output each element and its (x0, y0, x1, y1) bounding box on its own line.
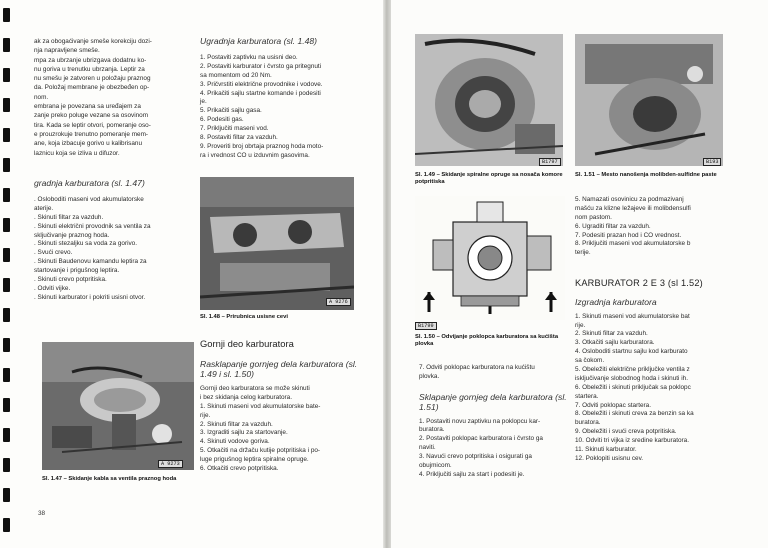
section-heading: gradnja karburatora (sl. 1.47) (34, 178, 145, 188)
figure-1-51-caption: Sl. 1.51 – Mesto nanošenja molibden-sulfidne paste (575, 172, 717, 178)
binding-hole (3, 188, 10, 202)
text-line: ak za obogaćivanje smeše korekciju dozi- (34, 38, 152, 45)
text-line: zanje preko poluge vezane sa osovinom (34, 112, 149, 120)
right-col2 (575, 196, 765, 464)
text-line: plovka. (419, 373, 440, 381)
step-item: isključivanje slobodnog hoda i skinuti ih. (575, 374, 688, 382)
step-item: 1. Postaviti novu zaptivku na poklopcu kar- (419, 417, 541, 425)
step-item: 8. Obeležiti i skinuti creva za benzin sa ka (575, 410, 694, 418)
figure-code: B193 (703, 158, 721, 166)
text-line: mpa za ubrzanje ubrizgava dodatnu ko- (34, 56, 147, 64)
text-line: da. Položaj membrane je obezbeđen op- (34, 84, 150, 92)
step-item: luge prigušnog leptira spiralne opruge. (200, 456, 309, 464)
figure-1-47-caption: Sl. 1.47 – Skidanje kabla sa ventila praznog hoda (42, 476, 177, 482)
step-item: 4. Skinuti vodove goriva. (200, 438, 270, 446)
step-item: . Osloboditi maseni vod akumulatorske (34, 196, 144, 203)
step-item: . Skinuti crevo potpritiska. (34, 276, 107, 284)
left-col1-intro (34, 38, 192, 159)
figure-1-49-photo (415, 34, 563, 166)
left-col2-lower (200, 334, 360, 474)
step-item: 3. Izgraditi sajlu za startovanje. (200, 429, 288, 437)
step-item: 5. Obeležiti električne priključke ventila z (575, 365, 690, 373)
step-item: . Odviti vijke. (34, 284, 71, 292)
step-item: 7. Odviti poklopac startera. (575, 401, 652, 409)
text-line: nu goriva u trenutku ubrzanja. Leptir za (34, 65, 145, 73)
right-page (391, 0, 768, 548)
step-item: 7. Podesiti prazan hod i CO vrednost. (575, 231, 682, 239)
binding-hole (3, 338, 10, 352)
step-item: sključivanje praznog hoda. (34, 231, 110, 239)
text-line: tira. Kada se leptir otvori, pomeranje oso- (34, 121, 151, 129)
figure-1-48-photo (200, 177, 354, 310)
figure-code: B1797 (539, 158, 561, 166)
binding-hole (3, 38, 10, 52)
text-line: ane, koja izbacuje gorivo u kalibrisanu (34, 140, 142, 148)
binding-hole (3, 158, 10, 172)
text-line: laznicu koja se izliva u difuzor. (34, 149, 120, 157)
text-line: nja napravljene smeše. (34, 47, 100, 55)
step-item: startera. (575, 392, 599, 400)
section-heading: Gornji deo karburatora (200, 338, 294, 349)
step-item: i bez skidanja celog karburatora. (200, 393, 293, 401)
step-item: ra i vrednost CO u izduvnim gasovima. (200, 151, 310, 159)
figure-code: B1799 (415, 322, 437, 330)
step-item: 1. Postaviti zaptivku na usisni deo. (200, 54, 298, 61)
book-gutter (383, 0, 391, 548)
figure-code: A 9273 (158, 460, 183, 468)
step-item: je. (200, 98, 207, 106)
section-heading: Ugradnja karburatora (sl. 1.48) (200, 36, 318, 46)
binding-hole (3, 488, 10, 502)
step-item: sa momentom od 20 Nm. (200, 71, 272, 79)
step-item: 3. Otkačiti sajlu karburatora. (575, 339, 655, 347)
figure-1-48-caption: Sl. 1.48 – Prirubnica usisne cevi (200, 314, 288, 320)
text-line: embrana je povezana sa uređajem za (34, 103, 141, 111)
binding-hole (3, 68, 10, 82)
binding-hole (3, 218, 10, 232)
step-item: 3. Pričvrstiti električne provodnike i vodove. (200, 80, 323, 88)
step-item: 4. Priključiti sajlu za start i podesiti je. (419, 470, 525, 478)
section-subheading: Rasklapanje gornjeg dela karburatora (sl. 1.49 i sl. 1.50) (200, 359, 358, 379)
figure-1-50-diagram (415, 196, 565, 320)
figure-1-47-photo (42, 342, 194, 470)
step-item: 2. Skinuti filtar za vazduh. (200, 420, 273, 428)
binding-hole (3, 248, 10, 262)
binding-hole (3, 308, 10, 322)
binding-hole (3, 98, 10, 112)
figure-1-49-caption: Sl. 1.49 – Skidanje spiralne opruge sa nosača komore potpritiska (415, 172, 563, 186)
step-item: 11. Skinuti karburator. (575, 446, 637, 453)
step-item: 10. Odviti tri vijka iz sredine karburatora. (575, 437, 690, 445)
binding-hole (3, 278, 10, 292)
step-item: 4. Osloboditi startnu sajlu kod karburato (575, 348, 688, 356)
step-item: rije. (575, 321, 586, 329)
figure-code: A 9276 (326, 298, 351, 306)
step-item: naviti. (419, 444, 436, 452)
step-item: . Skinuti Baudenovu kamandu leptira za (34, 258, 147, 266)
section-heading: Sklapanje gornjeg dela karburatora (sl. 1.51) (419, 391, 567, 412)
binding-hole (3, 368, 10, 382)
step-item: 6. Ugraditi filtar za vazduh. (575, 222, 651, 230)
binding-hole (3, 518, 10, 532)
text-line: 7. Odviti poklopac karburatora na kućištu (419, 364, 535, 371)
step-item: 6. Otkačiti crevo potpritiska. (200, 465, 279, 473)
text-line: e prouzrokuje trenutno pomeranje mem- (34, 130, 149, 138)
binding-hole (3, 428, 10, 442)
step-item: 2. Postaviti karburator i čvrsto ga pritegnuti (200, 62, 322, 70)
step-item: 9. Proveriti broj obrtaja praznog hoda moto- (200, 142, 324, 150)
step-item: buratora. (575, 419, 601, 427)
figure-1-51-photo (575, 34, 723, 166)
section-heading: KARBURATOR 2 E 3 (sl 1.52) (575, 277, 703, 288)
step-item: 2. Postaviti poklopac karburatora i čvrsto ga (419, 435, 543, 443)
step-item: . Svući crevo. (34, 249, 73, 257)
step-item: 1. Skinuti maseni vod akumulatorske bat (575, 312, 690, 320)
step-item: 5. Namazati osovinicu za podmazivanj (575, 196, 684, 203)
step-item: 8. Priključiti maseni vod akumulatorske b (575, 240, 691, 248)
binding-hole (3, 458, 10, 472)
page-number: 38 (38, 510, 46, 517)
step-item: 6. Obeležiti i skinuti priključak sa poklopc (575, 383, 691, 391)
left-col1-section (34, 176, 192, 303)
binding-hole (3, 8, 10, 22)
right-col1-lower (419, 364, 569, 480)
step-item: rije. (200, 411, 211, 419)
step-item: 4. Prikačiti sajlu startne komande i podesiti (200, 89, 321, 97)
step-item: nom pastom. (575, 213, 612, 221)
step-item: terije. (575, 249, 591, 257)
step-item: 9. Obeležiti i svući creva potpritiska. (575, 428, 677, 436)
section-subheading: Izgradnja karburatora (575, 296, 657, 307)
step-item: 5. Prikačiti sajlu gasa. (200, 107, 262, 115)
left-page (0, 0, 383, 548)
step-item: 12. Poklopiti usisnu cev. (575, 454, 644, 462)
step-item: startovanje i prigušnog leptira. (34, 267, 120, 275)
step-item: 5. Otkačiti na držaču kutije potpritiska i po- (200, 447, 321, 455)
step-item: mašću za klizne ležajeve ili molibdensulfi (575, 204, 691, 212)
step-item: 3. Navući crevo potpritiska i osigurati ga (419, 453, 532, 461)
step-item: . Skinuti karburator i pokriti usisni otvor. (34, 293, 146, 301)
step-item: 8. Postaviti filtar za vazduh. (200, 134, 278, 142)
step-item: buratora. (419, 426, 445, 434)
text-line: nom. (34, 93, 49, 101)
step-item: sa čokom. (575, 357, 605, 365)
step-item: Gornji deo karburatora se može skinuti (200, 385, 310, 392)
step-item: 1. Skinuti maseni vod akumulatorske bate- (200, 402, 321, 410)
step-item: . Skinuti filtar za vazduh. (34, 213, 104, 221)
step-item: 2. Skinuti filtar za vazduh. (575, 330, 648, 338)
figure-1-50-caption: Sl. 1.50 – Odvijanje poklopca karburatora sa kućišta plovka (415, 334, 559, 348)
step-item: obujmicom. (419, 462, 452, 470)
text-line: nu smešu je zatvoren u položaju praznog (34, 75, 151, 83)
step-item: . Skinuti stezaljku sa voda za gorivo. (34, 240, 138, 248)
step-item: aterije. (34, 204, 54, 212)
step-item: 6. Podesiti gas. (200, 116, 244, 124)
step-item: 7. Priključiti maseni vod. (200, 125, 269, 133)
step-item: . Skinuti električni provodnik sa ventila za (34, 222, 151, 230)
binding-hole (3, 128, 10, 142)
binding-hole (3, 398, 10, 412)
left-col2-section (200, 34, 360, 161)
